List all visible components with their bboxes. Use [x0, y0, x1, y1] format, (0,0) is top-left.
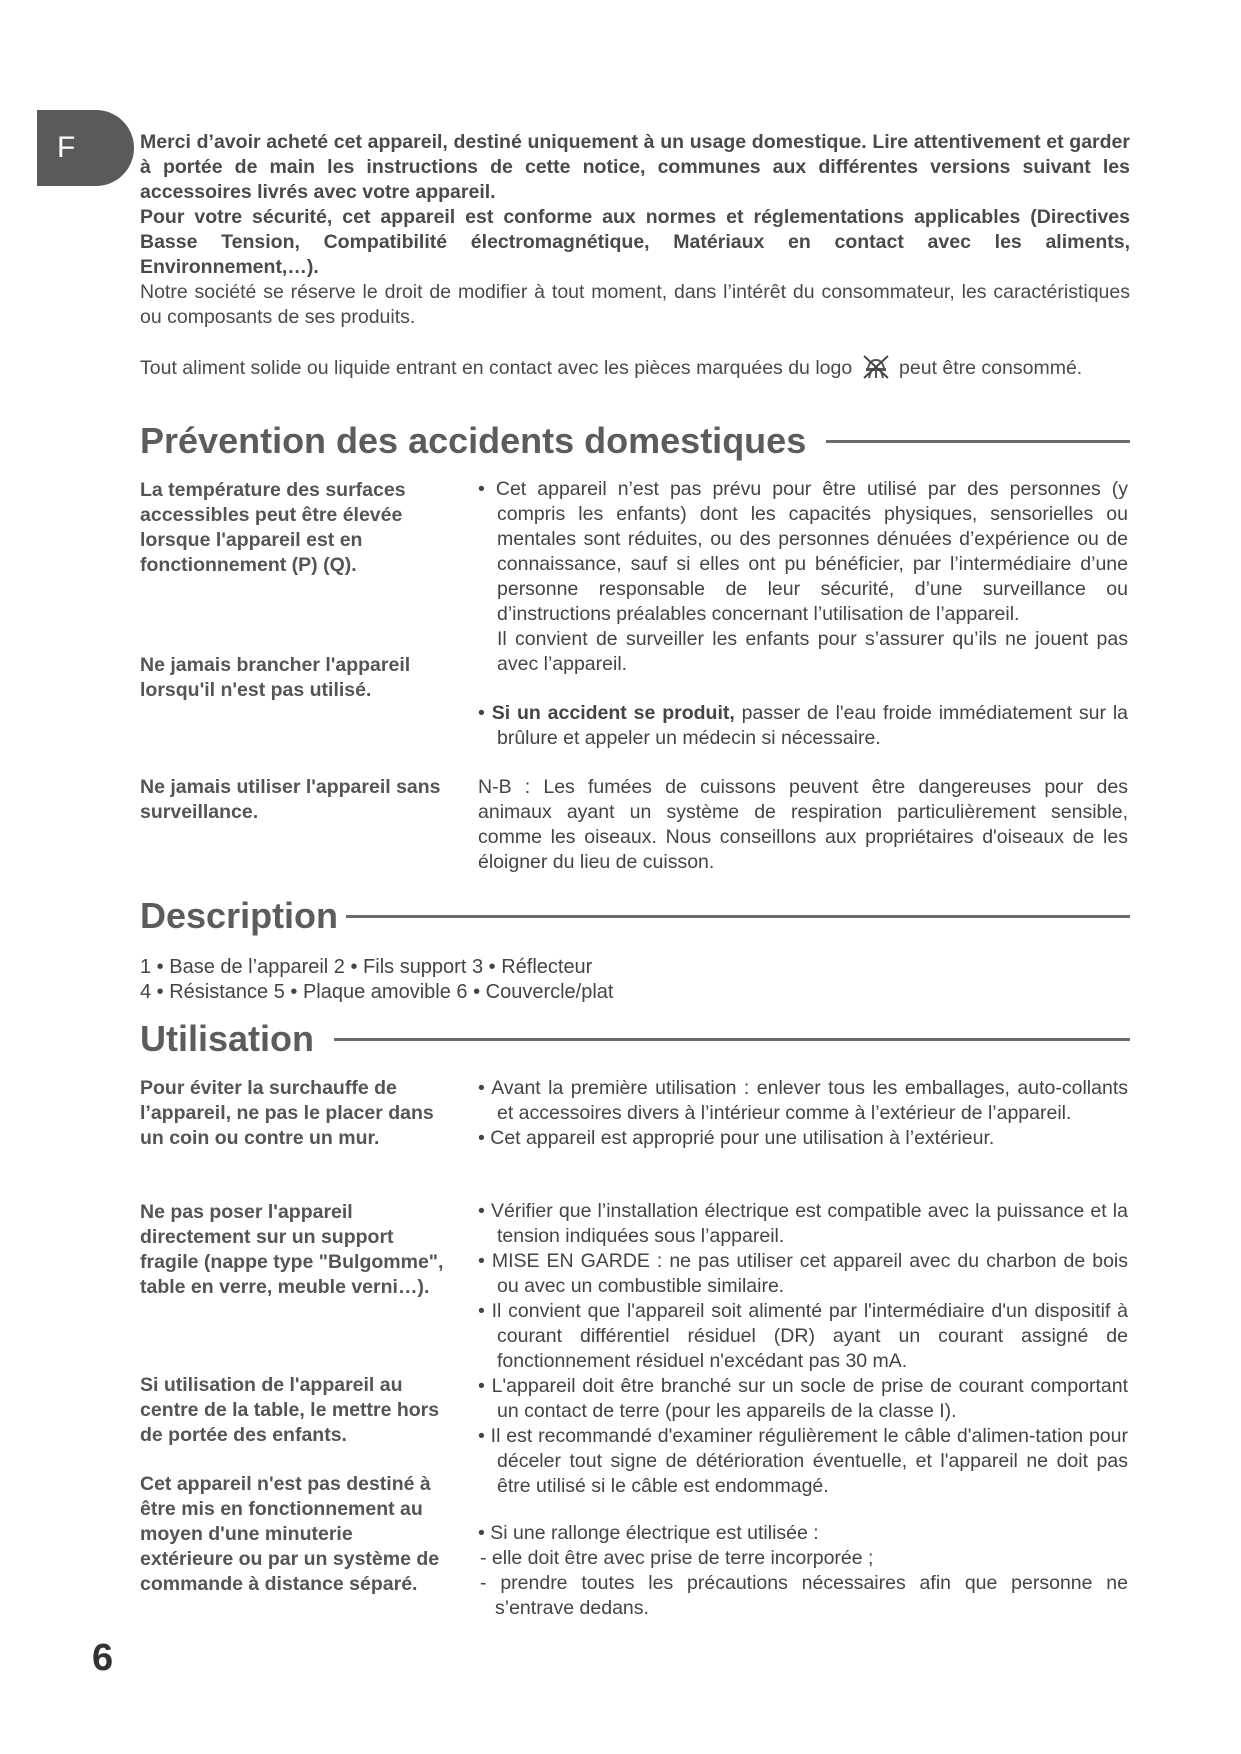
- description-line-1: 1 • Base de l’appareil 2 • Fils support 3 • Réflecteur: [140, 956, 593, 978]
- language-letter: F: [57, 131, 76, 164]
- description-title: Description: [140, 895, 339, 936]
- intro-paragraph-4: [140, 354, 1130, 381]
- heading-rule: [334, 1038, 1130, 1041]
- page-number: 6: [92, 1637, 114, 1679]
- description-list: [140, 955, 1130, 1005]
- utilisation-bullet-7: • Il est recommandé d'examiner régulièrement le câble d'alimen-tation pour déceler tout signe de détérioration éventuelle, et l'appareil ne doit pas être utilisé si le câble est endommagé.: [478, 1425, 1128, 1497]
- prevention-warning-3: Ne jamais utiliser l'appareil sans surveillance.: [140, 776, 441, 823]
- utilisation-heading: [140, 1018, 1130, 1060]
- utilisation-bullets-1: [478, 1076, 1128, 1151]
- intro-paragraph-2: Pour votre sécurité, cet appareil est conforme aux normes et réglementations applicables (Directives Basse Tension, Compatibilité électromagnétique, Matériaux en contact avec les aliments, Environnement,…).: [140, 206, 1130, 278]
- nb-note: N-B : Les fumées de cuissons peuvent être dangereuses pour des animaux ayant un système de respiration particulièrement sensible, comme les oiseaux. Nous conseillons aux propriétaires d'oiseaux de les éloigner du lieu de cuisson.: [478, 776, 1128, 873]
- intro-paragraph-1: Merci d’avoir acheté cet appareil, destiné uniquement à un usage domestique. Lire attentivement et garder à portée de main les instructions de cette notice, communes aux différentes versions suivant les accessoires livrés avec votre appareil.: [140, 131, 1130, 203]
- utilisation-bullet-8: • Si une rallonge électrique est utilisée :: [478, 1522, 819, 1544]
- intro-paragraph-4-end: peut être consommé.: [899, 357, 1083, 379]
- language-tab: [37, 110, 134, 186]
- prevention-title: Prévention des accidents domestiques: [140, 420, 807, 461]
- intro-section: [140, 130, 1130, 381]
- prevention-bullet-2-bold: Si un accident se produit,: [491, 702, 735, 724]
- heading-rule: [826, 440, 1130, 443]
- prevention-bullet-1-continued: Il convient de surveiller les enfants pour s’assurer qu’ils ne jouent pas avec l’appareil.: [497, 628, 1128, 675]
- prevention-heading: [140, 420, 1130, 462]
- utilisation-bullet-6: • L'appareil doit être branché sur un socle de prise de courant comportant un contact de terre (pour les appareils de la classe I).: [478, 1375, 1128, 1422]
- prevention-bullets: [478, 477, 1128, 751]
- utilisation-bullets-3: [478, 1521, 1128, 1621]
- utilisation-bullets-2: [478, 1199, 1128, 1499]
- utilisation-warning-4: Cet appareil n'est pas destiné à être mis en fonctionnement au moyen d'une minuterie extérieure ou par un système de commande à distance séparé.: [140, 1473, 440, 1595]
- utilisation-warning-1: Pour éviter la surchauffe de l’appareil, ne pas le placer dans un coin ou contre un mur.: [140, 1077, 434, 1149]
- intro-paragraph-4-start: Tout aliment solide ou liquide entrant en contact avec les pièces marquées du logo: [140, 357, 853, 379]
- intro-paragraph-3: Notre société se réserve le droit de modifier à tout moment, dans l’intérêt du consommateur, les caractéristiques ou composants de ses produits.: [140, 281, 1130, 328]
- prevention-bullet-2: • Si un accident se produit, passer de l'eau froide immédiatement sur la brûlure et appeler un médecin si nécessaire.: [478, 702, 1128, 749]
- food-contact-logo-icon: [862, 354, 890, 380]
- prevention-warning-1: La température des surfaces accessibles peut être élevée lorsque l'appareil est en fonctionnement (P) (Q).: [140, 479, 406, 576]
- utilisation-bullet-3: • Vérifier que l’installation électrique est compatible avec la puissance et la tension indiquées sous l’appareil.: [478, 1200, 1128, 1247]
- utilisation-bullet-5: • Il convient que l'appareil soit alimenté par l'intermédiaire d'un dispositif à courant différentiel résiduel (DR) ayant un courant assigné de fonctionnement résiduel n'excédant pas 30 mA.: [478, 1300, 1128, 1372]
- prevention-bullet-1: • Cet appareil n’est pas prévu pour être utilisé par des personnes (y compris les enfants) dont les capacités physiques, sensorielles ou mentales sont réduites, ou des personnes dénuées d’expérience ou de connaissance, sauf si elles ont pu bénéficier, par l’intermédiaire d’une personne responsable de leur sécurité, d’une surveillance ou d’instructions préalables concernant l’utilisation de l’appareil.: [478, 478, 1128, 625]
- utilisation-warning-3: Si utilisation de l'appareil au centre de la table, le mettre hors de portée des enfants.: [140, 1374, 440, 1446]
- prevention-bullet-2-text: passer de l'eau froide immédiatement sur la brûlure et appeler un médecin si nécessaire.: [497, 702, 1128, 749]
- heading-rule: [346, 915, 1130, 918]
- description-heading: [140, 895, 1130, 937]
- description-line-2: 4 • Résistance 5 • Plaque amovible 6 • Couvercle/plat: [140, 981, 614, 1003]
- utilisation-bullet-1: • Avant la première utilisation : enlever tous les emballages, auto-collants et accessoires divers à l’intérieur comme à l’extérieur de l’appareil.: [478, 1077, 1128, 1124]
- prevention-warning-2: Ne jamais brancher l'appareil lorsqu'il n'est pas utilisé.: [140, 654, 411, 701]
- prevention-note: [478, 775, 1128, 875]
- utilisation-subitem-2: - prendre toutes les précautions nécessaires afin que personne ne s’entrave dedans.: [480, 1572, 1128, 1619]
- utilisation-bullet-2: • Cet appareil est approprié pour une utilisation à l’extérieur.: [478, 1127, 995, 1149]
- utilisation-warning-2: Ne pas poser l'appareil directement sur un support fragile (nappe type "Bulgomme", table en verre, meuble verni…).: [140, 1201, 444, 1298]
- utilisation-title: Utilisation: [140, 1018, 315, 1059]
- utilisation-bullet-4: • MISE EN GARDE : ne pas utiliser cet appareil avec du charbon de bois ou avec un combustible similaire.: [478, 1250, 1128, 1297]
- utilisation-subitem-1: - elle doit être avec prise de terre incorporée ;: [480, 1547, 874, 1569]
